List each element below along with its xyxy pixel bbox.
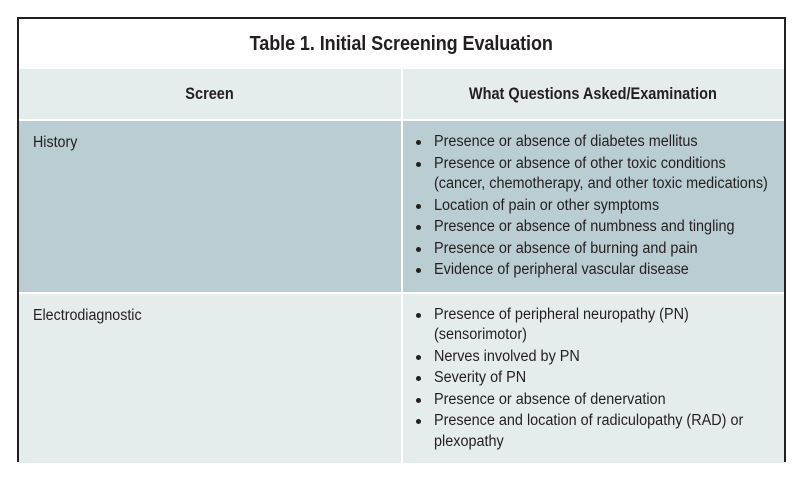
column-header-screen-label: Screen (185, 84, 234, 103)
list-item-text: Presence of peripheral neuropathy (PN) (sensorimotor) (433, 305, 689, 344)
table-header-row (19, 69, 784, 121)
list-item-text: Presence or absence of denervation (433, 390, 666, 408)
row-screen-cell-electrodiagnostic (19, 293, 402, 464)
list-item-text: Severity of PN (433, 369, 526, 387)
bullet-list-history (403, 132, 779, 281)
table (19, 19, 784, 463)
table-row (19, 293, 784, 464)
list-item-text: Presence or absence of other toxic conditions (cancer, chemotherapy, and other toxic medications) (433, 154, 768, 193)
list-item (403, 217, 779, 238)
row-detail-cell-history (402, 120, 785, 293)
table-title-cell (19, 19, 784, 69)
list-item-text: Location of pain or other symptoms (433, 196, 659, 214)
list-item-text: Presence and location of radiculopathy (RAD) or plexopathy (433, 412, 743, 450)
column-header-questions (402, 69, 785, 121)
bullet-list-electrodiagnostic (403, 305, 779, 453)
list-item-text: Presence or absence of numbness and tingling (433, 218, 735, 236)
table-title: Table 1. Initial Screening Evaluation (249, 31, 554, 55)
row-screen-label-electrodiagnostic: Electrodiagnostic (33, 306, 142, 324)
list-item-text: Nerves involved by PN (433, 347, 580, 365)
list-item (403, 347, 779, 368)
list-item (403, 154, 779, 195)
list-item (403, 196, 779, 217)
list-item-text: Presence or absence of burning and pain (433, 239, 698, 257)
list-item (403, 305, 779, 346)
list-item (403, 132, 779, 153)
list-item (403, 390, 779, 411)
column-header-screen (19, 69, 402, 121)
row-screen-label-history: History (33, 134, 78, 151)
list-item-text: Evidence of peripheral vascular disease (433, 261, 689, 279)
table-row (19, 120, 784, 293)
row-detail-cell-electrodiagnostic (402, 293, 785, 464)
table-title-row (19, 19, 784, 69)
table-body (19, 19, 784, 463)
list-item (403, 411, 779, 452)
list-item (403, 239, 779, 260)
screening-evaluation-table (17, 17, 786, 462)
list-item (403, 260, 779, 281)
row-screen-cell-history (19, 120, 402, 293)
list-item-text: Presence or absence of diabetes mellitus (433, 133, 698, 150)
column-header-questions-label: What Questions Asked/Examination (469, 84, 718, 103)
list-item (403, 368, 779, 389)
